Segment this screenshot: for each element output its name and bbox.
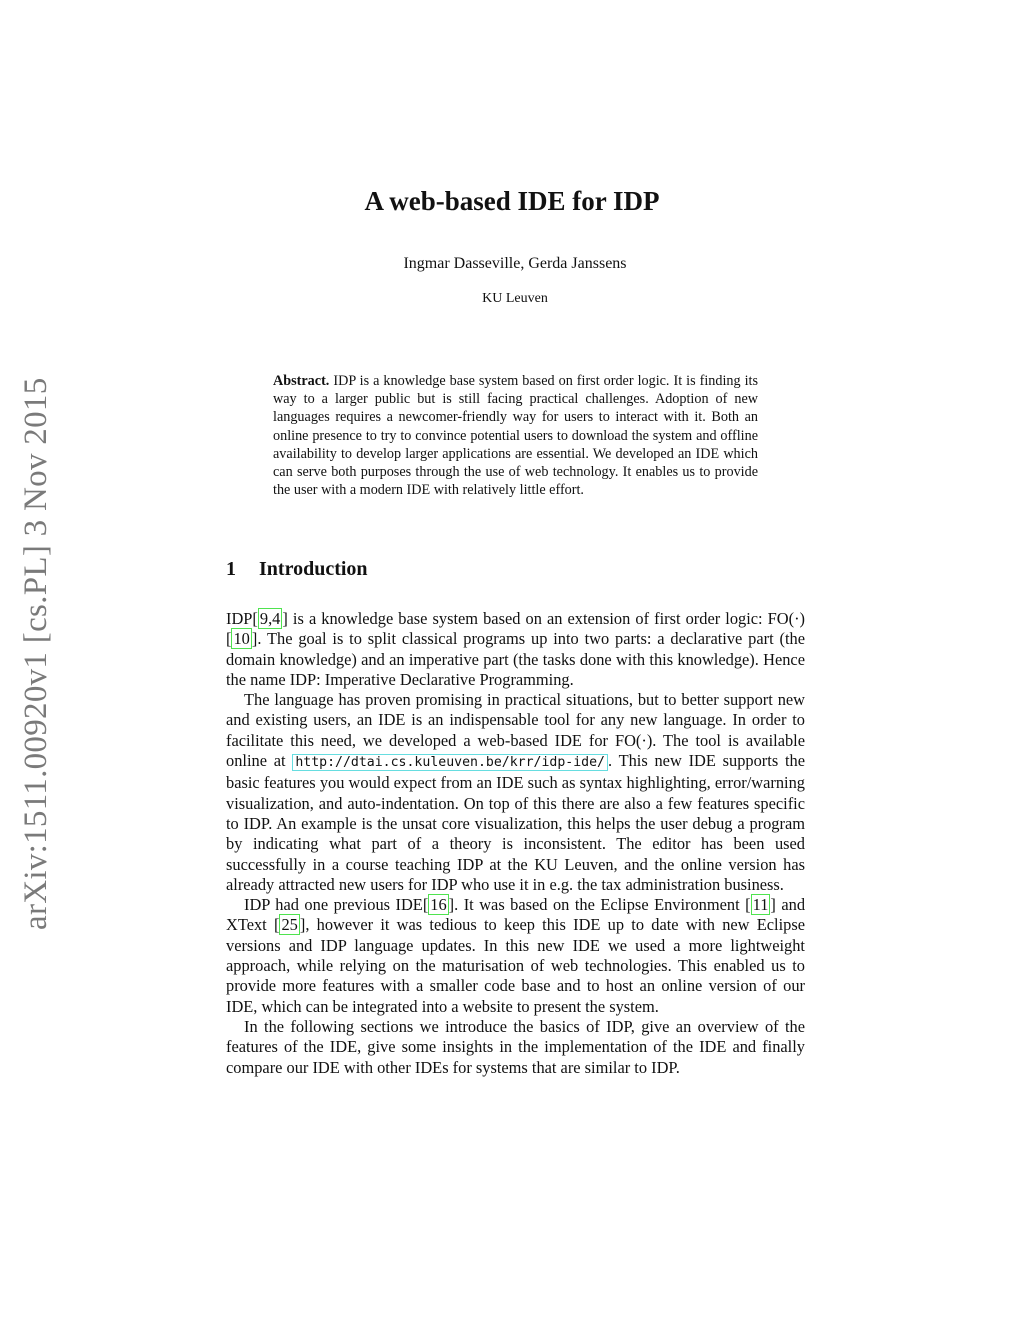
text-run: IDP had one previous IDE [244, 895, 423, 915]
body-text [226, 609, 805, 1078]
citation-link[interactable]: 25 [281, 915, 298, 935]
text-run: and XText [226, 895, 806, 935]
section-heading [226, 558, 368, 581]
section-number: 1 [226, 558, 236, 580]
url-link[interactable]: http://dtai.cs.kuleuven.be/krr/idp-ide/ [292, 754, 608, 771]
arxiv-identifier: arXiv:1511.00920v1 [cs.PL] 3 Nov 2015 [18, 377, 54, 930]
text-run: , however it was tedious to keep this IDE up to date with new Eclipse versions and IDP language updates. In this new IDE we used a more lightweight approach, while relying on the maturisation of web technologies. This enabled us to provide more features with a smaller code base and to host an online version of our IDE, which can be integrated into a website to present the system. [226, 915, 806, 1016]
citation-link[interactable]: 16 [430, 895, 447, 915]
abstract-label: Abstract. [273, 373, 330, 389]
paper-title: A web-based IDE for IDP [364, 186, 660, 216]
citation-link[interactable]: 9,4 [259, 609, 281, 628]
citation-link[interactable]: 11 [752, 895, 769, 915]
text-run: IDP [226, 609, 253, 628]
text-run: . This new IDE supports the basic features you would expect from an IDE such as syntax highlighting, error/warning visualization, and auto-indentation. On top of this there are also a few features specific to IDP. An example is the unsat core visualization, this helps the user debug a program by indicating what part of a theory is inconsistent. The editor has been used successfully in a course teaching IDP at the KU Leuven, and the online version has already attracted new users for IDP who use it in e.g. the tax administration business. [226, 751, 805, 894]
text-run: . It was based on the Eclipse Environment [454, 895, 746, 915]
text-run: The language has proven promising in practical situations, but to better support new and existing users, an IDE is an indispensable tool for any new language. In order to facilitate this need, we developed a web-based IDE for FO(·). The tool is available online at [226, 690, 805, 771]
paragraph-4: In the following sections we introduce the basics of IDP, give an overview of the features of the IDE, give some insights in the implementation of the IDE and finally compare our IDE with other IDEs for systems that are similar to IDP. [226, 1016, 805, 1077]
paper-affiliation: KU Leuven [482, 291, 548, 306]
paragraph-2 [226, 690, 805, 895]
text-run: . The goal is to split classical programs up into two parts: a declarative part (the domain knowledge) and an imperative part (the tasks done with this knowledge). Hence the name IDP: Imperative Declarative Programming. [226, 629, 805, 689]
paragraph-1: IDP[ 9,4 ] is a knowledge base system based on an extension of first order logic: FO(·) [ 10 ]. The goal is to split classical programs up into two parts: a declarative part (the domain knowledge) and an imperative part (the tasks done with this knowledge). Hence the name IDP: Imperative Declarative Programming. [226, 609, 805, 689]
paragraph-3: IDP had one previous IDE[ 16 ]. It was based on the Eclipse Environment [ 11 ] and XText [ 25 ], however it was tedious to keep this IDE up to date with new Eclipse versions and IDP language updates. In this new IDE we used a more lightweight approach, while relying on the maturisation of web technologies. This enabled us to provide more features with a smaller code base and to host an online version of our IDE, which can be integrated into a website to present the system. [226, 895, 806, 1016]
citation-link[interactable]: 10 [233, 629, 250, 649]
section-title: Introduction [259, 558, 368, 580]
abstract-text: IDP is a knowledge base system based on first order logic. It is finding its way to a larger public but is still facing practical challenges. Adoption of new languages requires a newcomer-friendly way for users to interact with it. Both an online presence to try to convince potential users to download the system and offline availability to develop larger applications are essential. We developed an IDE which can serve both purposes through the use of web technology. It enables us to provide the user with a modern IDE with relatively little effort. [273, 373, 758, 499]
paper-authors: Ingmar Dasseville, Gerda Janssens [403, 255, 627, 272]
abstract [273, 372, 758, 499]
text-run: is a knowledge base system based on an extension of first order logic: FO(·) [287, 609, 805, 628]
